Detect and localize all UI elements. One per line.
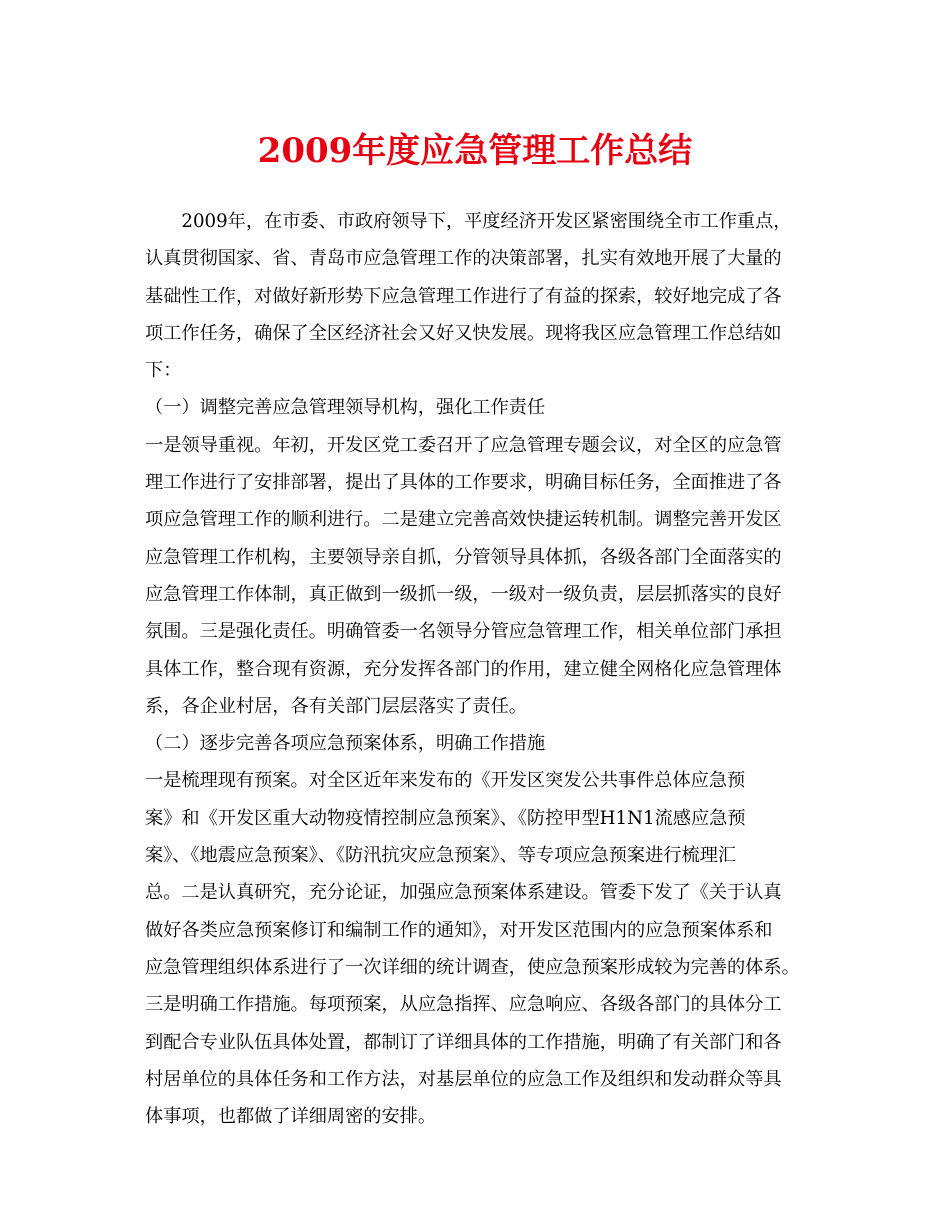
text-line: 案》和《开发区重大动物疫情控制应急预案》、《防控甲型H1N1流感应急预 <box>145 807 746 829</box>
text-line: 一是梳理现有预案。对全区近年来发布的《开发区突发公共事件总体应急预 <box>145 770 746 792</box>
text-line: 2009年，在市委、市政府领导下，平度经济开发区紧密围绕全市工作重点， <box>145 211 792 232</box>
text-line: 项应急管理工作的顺利进行。二是建立完善高效快捷运转机制。调整完善开发区 <box>145 509 782 531</box>
text-line: 到配合专业队伍具体处置，都制订了详细具体的工作措施，明确了有关部门和各 <box>145 1031 782 1053</box>
document-body <box>145 203 810 1135</box>
text-line: 应急管理组织体系进行了一次详细的统计调查，使应急预案形成较为完善的体系。 <box>145 956 800 978</box>
text-line: 氛围。三是强化责任。明确管委一名领导分管应急管理工作，相关单位部门承担 <box>145 621 782 643</box>
text-line: 三是明确工作措施。每项预案，从应急指挥、应急响应、各级各部门的具体分工 <box>145 994 782 1016</box>
text-line: 系，各企业村居，各有关部门层层落实了责任。 <box>145 695 527 717</box>
text-line: 具体工作，整合现有资源，充分发挥各部门的作用，建立健全网格化应急管理体 <box>145 658 782 680</box>
text-line: 下： <box>145 360 182 382</box>
text-line: 认真贯彻国家、省、青岛市应急管理工作的决策部署，扎实有效地开展了大量的 <box>145 248 782 270</box>
document-title: 2009年度应急管理工作总结 <box>257 131 693 171</box>
section-heading-1: （一）调整完善应急管理领导机构，强化工作责任 <box>145 397 546 419</box>
text-line: 总。二是认真研究，充分论证，加强应急预案体系建设。管委下发了《关于认真 <box>145 882 782 904</box>
text-line: 村居单位的具体任务和工作方法，对基层单位的应急工作及组织和发动群众等具 <box>145 1068 782 1090</box>
text-line: 项工作任务，确保了全区经济社会又好又快发展。现将我区应急管理工作总结如 <box>145 322 782 344</box>
text-line: 体事项，也都做了详细周密的安排。 <box>145 1106 437 1128</box>
text-line: 基础性工作，对做好新形势下应急管理工作进行了有益的探索，较好地完成了各 <box>145 285 782 307</box>
text-line: 做好各类应急预案修订和编制工作的通知》，对开发区范围内的应急预案体系和 <box>145 919 773 941</box>
text-line: 应急管理工作体制，真正做到一级抓一级，一级对一级负责，层层抓落实的良好 <box>145 583 782 605</box>
section-heading-2: （二）逐步完善各项应急预案体系，明确工作措施 <box>145 733 546 755</box>
text-line: 案》、《地震应急预案》、《防汛抗灾应急预案》、等专项应急预案进行梳理汇 <box>145 845 737 867</box>
text-line: 理工作进行了安排部署，提出了具体的工作要求，明确目标任务，全面推进了各 <box>145 472 782 494</box>
text-line: 一是领导重视。年初，开发区党工委召开了应急管理专题会议，对全区的应急管 <box>145 434 782 456</box>
text-line: 应急管理工作机构，主要领导亲自抓，分管领导具体抓，各级各部门全面落实的 <box>145 546 782 568</box>
